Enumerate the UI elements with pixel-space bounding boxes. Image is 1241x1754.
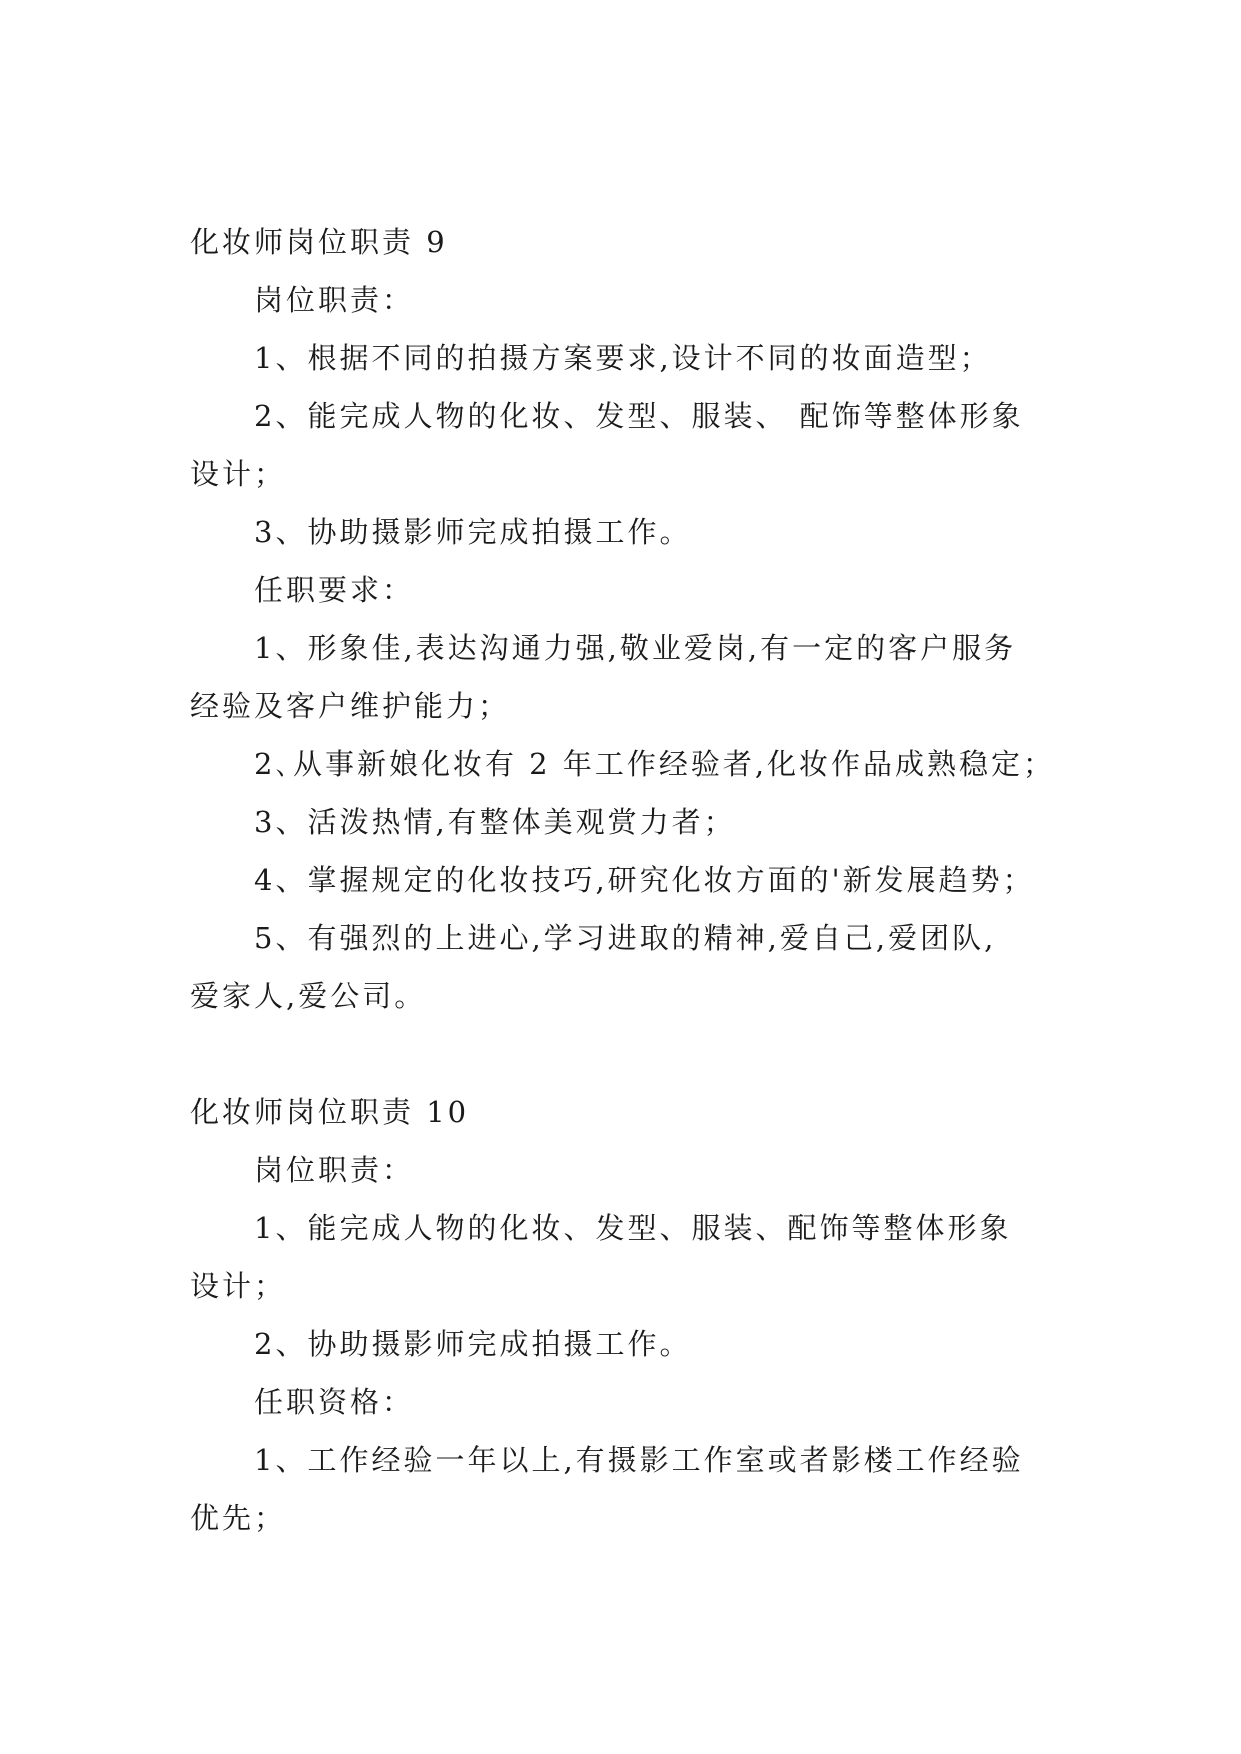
duty-item: 3、协助摄影师完成拍摄工作。: [254, 515, 692, 549]
duty-item-continuation: 设计；: [190, 457, 287, 491]
requirement-item-continuation: 爱家人,爱公司。: [190, 979, 427, 1013]
duties-heading: 岗位职责：: [254, 283, 415, 317]
requirement-item: 2､从事新娘化妆有 2 年工作经验者,化妆作品成熟稳定；: [254, 747, 1056, 781]
requirement-item: 1、形象佳,表达沟通力强,敬业爱岗,有一定的客户服务: [254, 631, 1017, 665]
requirement-item: 5、有强烈的上进心,学习进取的精神,爱自己,爱团队,: [254, 921, 997, 955]
requirements-heading: 任职要求：: [254, 573, 415, 607]
requirement-item: 3、活泼热情,有整体美观赏力者；: [254, 805, 736, 839]
duties-heading: 岗位职责：: [254, 1153, 415, 1187]
duty-item: 1、根据不同的拍摄方案要求,设计不同的妆面造型；: [254, 341, 992, 375]
duty-item-continuation: 设计；: [190, 1269, 287, 1303]
duty-item: 2、协助摄影师完成拍摄工作。: [254, 1327, 692, 1361]
requirement-item-continuation: 经验及客户维护能力；: [190, 689, 511, 723]
section-title: 化妆师岗位职责 10: [190, 1095, 470, 1129]
requirement-item: 4、掌握规定的化妆技巧,研究化妆方面的'新发展趋势；: [254, 863, 1035, 897]
duty-item: 2、能完成人物的化妆、发型、服装、 配饰等整体形象: [254, 399, 1024, 433]
requirements-heading: 任职资格：: [254, 1385, 415, 1419]
requirement-item: 1、工作经验一年以上,有摄影工作室或者影楼工作经验: [254, 1443, 1024, 1477]
section-title: 化妆师岗位职责 9: [190, 225, 448, 259]
duty-item: 1、能完成人物的化妆、发型、服装、配饰等整体形象: [254, 1211, 1012, 1245]
requirement-item-continuation: 优先；: [190, 1501, 287, 1535]
